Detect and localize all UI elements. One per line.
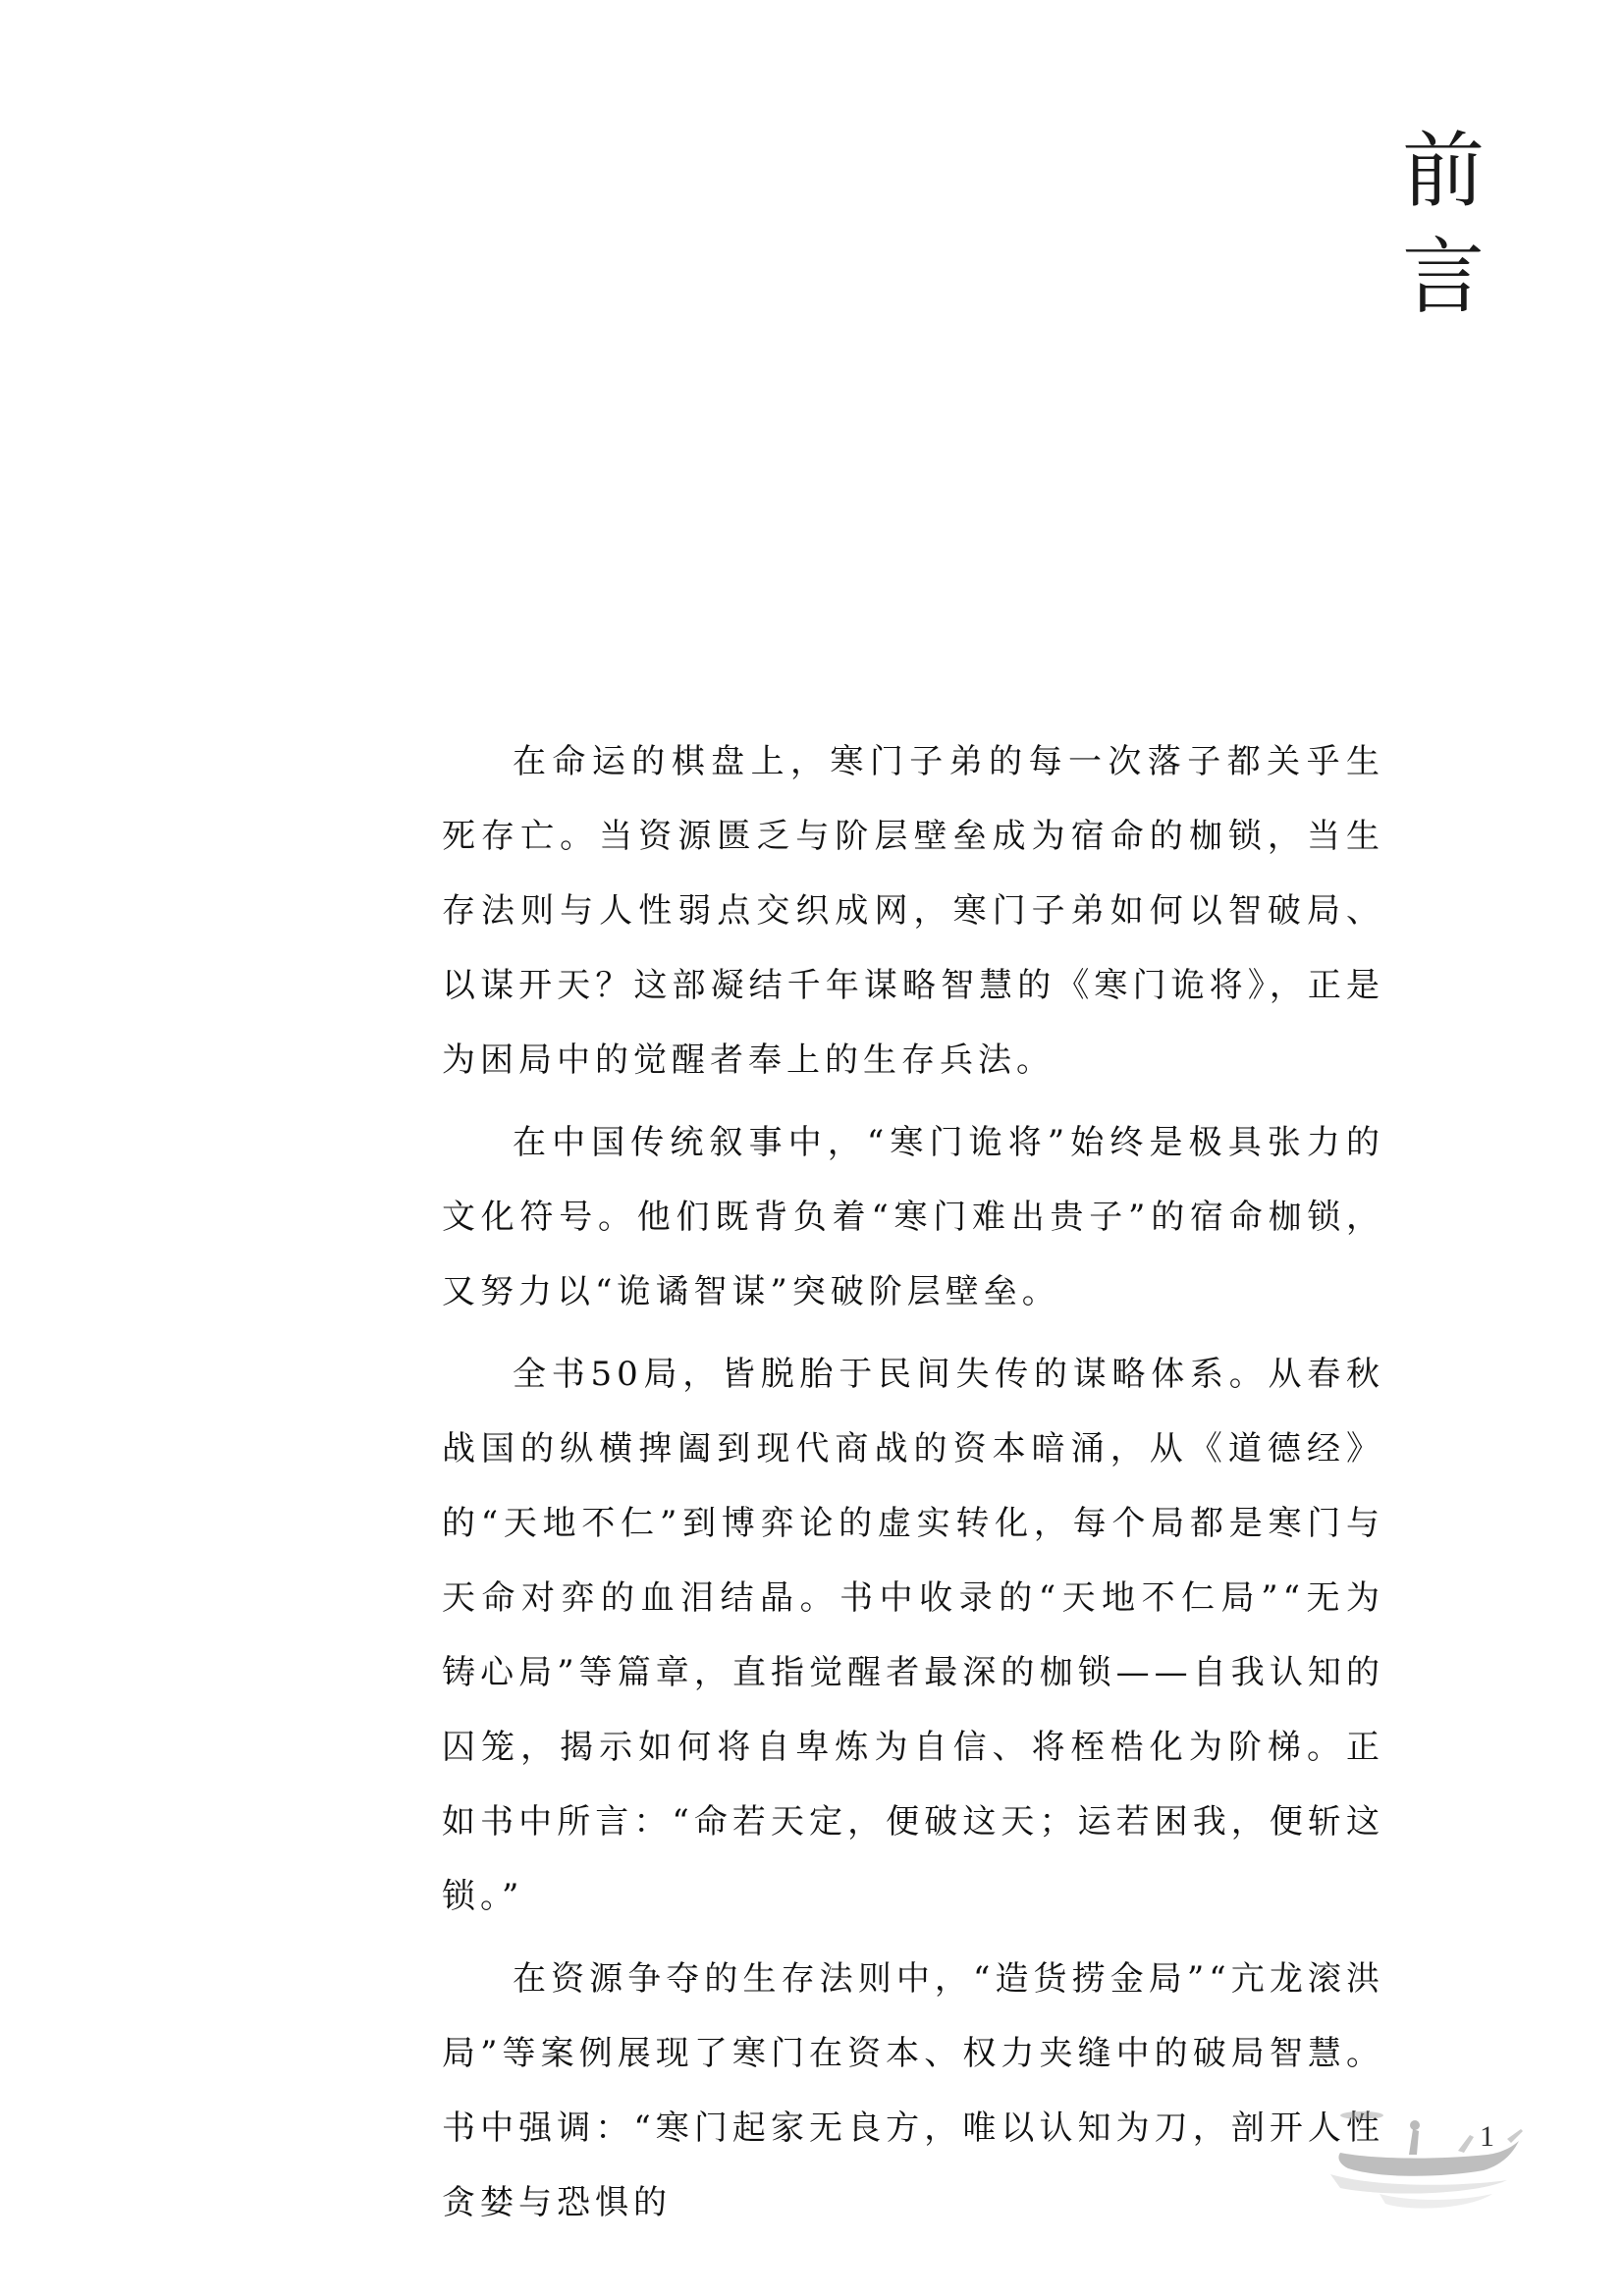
paragraph: 全书50局，皆脱胎于民间失传的谋略体系。从春秋战国的纵横捭阖到现代商战的资本暗涌，从《道德经》的“天地不仁”到博弈论的虚实转化，每个局都是寒门与天命对弈的血泪结晶。书中收录的“天地不仁局”“无为铸心局”等篇章，直指觉醒者最深的枷锁——自我认知的囚笼，揭示如何将自卑炼为自信、将桎梏化为阶梯。正如书中所言：“命若天定，便破这天；运若困我，便斩这锁。” (442, 1355, 1384, 1916)
page-title-char: 言 (1401, 229, 1485, 325)
page-title-char: 前 (1401, 123, 1485, 219)
ink-boat-icon (1311, 2096, 1537, 2233)
body-text (442, 724, 1384, 2248)
page-number: 1 (1480, 2120, 1494, 2153)
paragraph: 在资源争夺的生存法则中，“造货捞金局”“亢龙滚洪局”等案例展现了寒门在资本、权力夹缝中的破局智慧。书中强调：“寒门起家无良方，唯以认知为刀，剖开人性贪婪与恐惧的 (442, 1959, 1384, 2222)
paragraph: 在命运的棋盘上，寒门子弟的每一次落子都关乎生死存亡。当资源匮乏与阶层壁垒成为宿命的枷锁，当生存法则与人性弱点交织成网，寒门子弟如何以智破局、以谋开天？这部凝结千年谋略智慧的《寒门诡将》，正是为困局中的觉醒者奉上的生存兵法。 (442, 742, 1384, 1080)
paragraph: 在中国传统叙事中，“寒门诡将”始终是极具张力的文化符号。他们既背负着“寒门难出贵子”的宿命枷锁，又努力以“诡谲智谋”突破阶层壁垒。 (442, 1123, 1384, 1311)
page-title (1389, 118, 1497, 330)
